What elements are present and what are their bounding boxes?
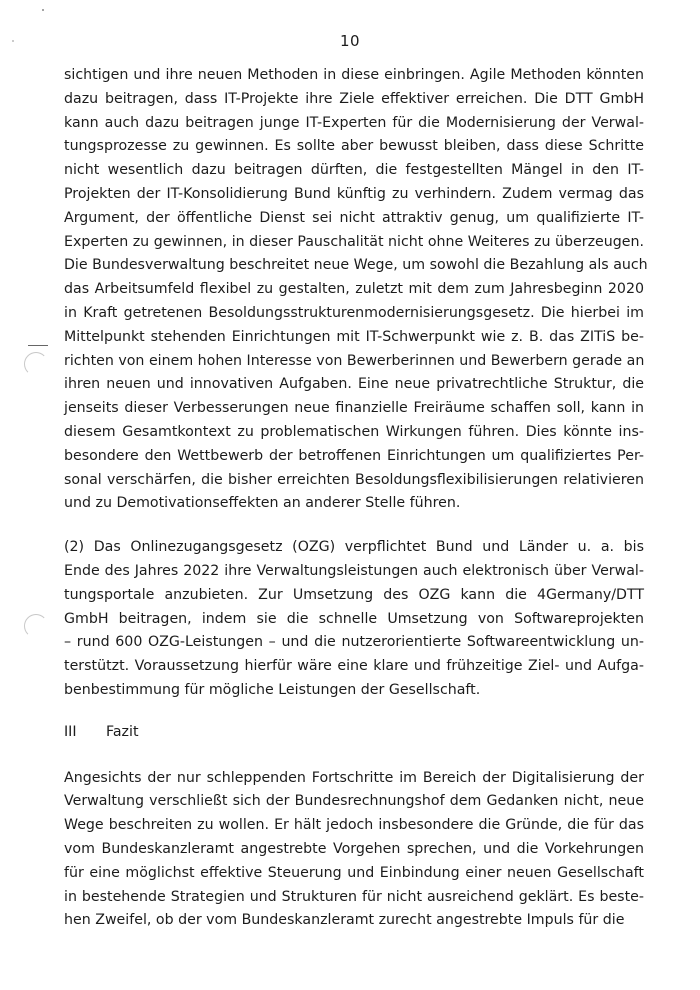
margin-mark xyxy=(28,345,48,346)
text-line: ihren neuen und innovativen Aufgaben. Eine neue privatrechtliche Struktur, die xyxy=(64,376,644,393)
text-line: richten von einem hohen Interesse von Bewerberinnen und Bewerbern gerade an xyxy=(64,352,645,369)
text-line: kann auch dazu beitragen junge IT-Experten für die Modernisierung der Verwal- xyxy=(64,114,644,131)
text-line: – rund 600 OZG-Leistungen – und die nutzerorientierte Softwareentwicklung un- xyxy=(64,634,644,651)
text-line: in Kraft getretenen Besoldungsstrukturenmodernisierungsgesetz. Die hierbei im xyxy=(64,304,644,321)
text-line: das Arbeitsumfeld flexibel zu gestalten, zuletzt mit dem zum Jahresbeginn 2020 xyxy=(64,281,644,298)
text-line: benbestimmung für mögliche Leistungen der Gesellschaft. xyxy=(64,681,481,698)
section-number: III xyxy=(64,723,77,740)
paragraph-1 xyxy=(64,64,648,516)
text-line: tungsportale anzubieten. Zur Umsetzung des OZG kann die 4Germany/DTT xyxy=(64,586,644,603)
text-line: (2) Das Onlinezugangsgesetz (OZG) verpflichtet Bund und Länder u. a. bis xyxy=(64,539,644,556)
paragraph-3 xyxy=(64,767,644,934)
section-heading xyxy=(64,721,644,745)
text-line: Angesichts der nur schleppenden Fortschritte im Bereich der Digitalisierung der xyxy=(64,769,644,786)
text-line: terstützt. Voraussetzung hierfür wäre eine klare und frühzeitige Ziel- und Aufga- xyxy=(64,658,644,675)
text-line: Wege beschreiten zu wollen. Er hält jedoch insbesondere die Gründe, die für das xyxy=(64,817,644,834)
text-line: Argument, der öffentliche Dienst sei nicht attraktiv genug, um qualifizierte IT- xyxy=(64,209,644,226)
text-line: vom Bundeskanzleramt angestrebte Vorgehen sprechen, und die Vorkehrungen xyxy=(64,840,644,857)
text-line: besondere den Wettbewerb der betroffenen Einrichtungen um qualifiziertes Per- xyxy=(64,447,644,464)
scan-speck xyxy=(42,9,44,11)
text-line: tungsprozesse zu gewinnen. Es sollte aber bewusst bleiben, dass diese Schritte xyxy=(64,138,644,155)
text-line: Die Bundesverwaltung beschreitet neue Wege, um sowohl die Bezahlung als auch xyxy=(64,257,648,274)
text-line: sonal verschärfen, die bisher erreichten Besoldungsflexibilisierungen relativieren xyxy=(64,471,644,488)
paragraph-2 xyxy=(64,536,644,703)
text-line: sichtigen und ihre neuen Methoden in diese einbringen. Agile Methoden könnten xyxy=(64,67,644,83)
text-line: GmbH beitragen, indem sie die schnelle Umsetzung von Softwareprojekten xyxy=(64,610,644,627)
text-line: Mittelpunkt stehenden Einrichtungen mit IT-Schwerpunkt wie z. B. das ZITiS be- xyxy=(64,328,644,345)
text-line: nicht wesentlich dazu beitragen dürften, die festgestellten Mängel in den IT- xyxy=(64,162,644,179)
text-line: jenseits dieser Verbesserungen neue finanzielle Freiräume schaffen soll, kann in xyxy=(64,400,644,417)
text-line: dazu beitragen, dass IT-Projekte ihre Ziele effektiver erreichen. Die DTT GmbH xyxy=(64,90,644,107)
text-line: in bestehende Strategien und Strukturen für nicht ausreichend geklärt. Es beste- xyxy=(64,888,644,905)
punch-hole-mark xyxy=(24,352,48,376)
text-line: Verwaltung verschließt sich der Bundesrechnungshof dem Gedanken nicht, neue xyxy=(64,793,644,810)
text-line: Ende des Jahres 2022 ihre Verwaltungsleistungen auch elektronisch über Verwal- xyxy=(64,562,644,579)
text-line: für eine möglichst effektive Steuerung und Einbindung einer neuen Gesellschaft xyxy=(64,864,644,881)
punch-hole-mark xyxy=(24,614,48,638)
text-line: und zu Demotivationseffekten an anderer Stelle führen. xyxy=(64,495,461,512)
text-line: hen Zweifel, ob der vom Bundeskanzleramt zurecht angestrebte Impuls für die xyxy=(64,912,625,929)
section-title: Fazit xyxy=(106,723,139,740)
text-line: Projekten der IT-Konsolidierung Bund künftig zu verhindern. Zudem vermag das xyxy=(64,185,644,202)
text-line: diesem Gesamtkontext zu problematischen Wirkungen führen. Dies könnte ins- xyxy=(64,423,644,440)
text-line: Experten zu gewinnen, in dieser Pauschalität nicht ohne Weiteres zu überzeugen. xyxy=(64,233,644,250)
document-body xyxy=(64,64,648,933)
page-number: 10 xyxy=(339,32,361,50)
